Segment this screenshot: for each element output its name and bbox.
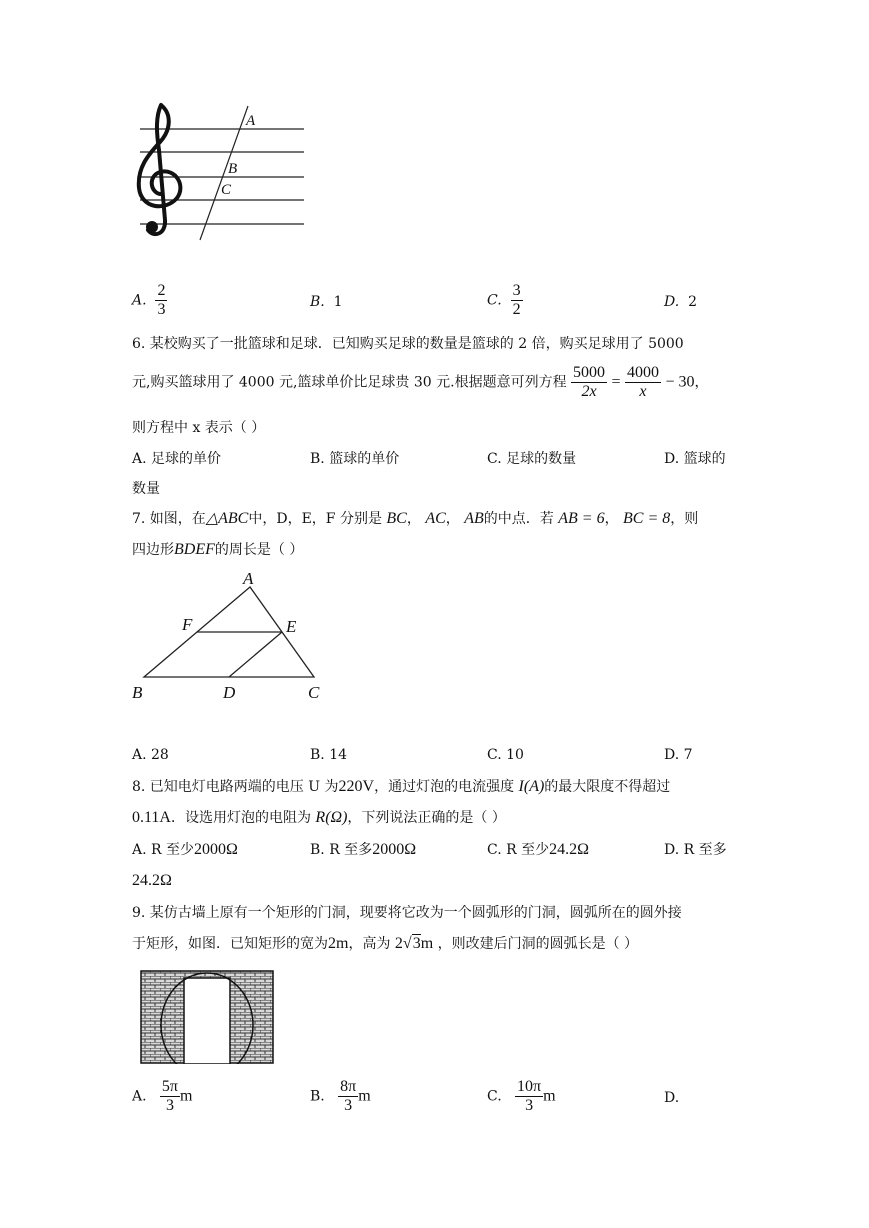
- tri-label-a: A: [243, 569, 254, 588]
- q7-option-d[interactable]: D. 7: [664, 747, 693, 763]
- q5-option-b[interactable]: B. 1: [310, 294, 343, 310]
- q7-line2: 四边形BDEF的周长是（ ）: [132, 541, 304, 558]
- tri-label-c: C: [308, 683, 320, 702]
- q8-option-b[interactable]: B. R 至多2000Ω: [310, 841, 417, 858]
- tri-label-d: D: [223, 683, 236, 702]
- q6-eq-frac1: $\frac{5000}{2x}$: [573, 364, 606, 400]
- q8-option-d[interactable]: D. R 至多: [664, 842, 727, 858]
- q8-option-d-wrap: 24.2Ω: [132, 872, 172, 889]
- staff-figure: [130, 100, 310, 245]
- q7-option-c[interactable]: C. 10: [487, 747, 524, 763]
- q9-line2: 于矩形，如图．已知矩形的宽为2m，高为 2√3m ，则改建后门洞的圆弧长是（ ）: [132, 935, 639, 952]
- q9-option-c[interactable]: C. $\frac{10\pi}{3}$ m: [487, 1078, 556, 1114]
- treble-clef-icon: [139, 105, 181, 234]
- q5-option-d[interactable]: D. 2: [664, 294, 698, 310]
- staff-label-c: C: [221, 182, 232, 198]
- q8-line2: 0.11A．设选用灯泡的电阻为 R(Ω)，下列说法正确的是（ ）: [132, 809, 506, 826]
- q8-option-a[interactable]: A. R 至少2000Ω: [132, 841, 238, 858]
- q7-option-b[interactable]: B. 14: [310, 747, 348, 763]
- staff-label-b: B: [228, 161, 238, 177]
- q9-option-d[interactable]: D.: [664, 1090, 680, 1106]
- q6-option-d[interactable]: D. 篮球的: [664, 451, 726, 467]
- tri-label-e: E: [286, 617, 297, 636]
- q9-option-a[interactable]: A. $\frac{5\pi}{3}$ m: [132, 1078, 193, 1114]
- q6-option-a[interactable]: A. 足球的单价: [132, 451, 222, 467]
- q6-eq-frac2: $\frac{4000}{x}$: [626, 364, 659, 400]
- triangle-figure: [128, 566, 338, 706]
- door-figure: [140, 970, 274, 1064]
- staff-label-a: A: [246, 113, 256, 129]
- q6-option-b[interactable]: B. 篮球的单价: [310, 451, 400, 467]
- q5-option-c[interactable]: C. $\frac{3}{2}$: [487, 282, 521, 318]
- tri-label-b: B: [132, 683, 143, 702]
- q6-line3: 则方程中 x 表示（ ）: [132, 420, 266, 436]
- tri-label-f: F: [182, 615, 193, 634]
- q7-line1: 7. 如图，在△ABC中，D，E，F 分别是 BC， AC， AB的中点．若 AB = 6， BC = 8，则: [132, 510, 699, 527]
- q6-option-c[interactable]: C. 足球的数量: [487, 451, 577, 467]
- q5-option-a[interactable]: A. $\frac{2}{3}$: [132, 282, 166, 318]
- q9-line1: 9. 某仿古墙上原有一个矩形的门洞，现要将它改为一个圆弧形的门洞，圆弧所在的圆外接: [132, 905, 682, 921]
- q8-line1: 8. 已知电灯电路两端的电压 U 为220V，通过灯泡的电流强度 I(A)的最大限度不得超过: [132, 778, 671, 795]
- q6-line2: 元,购买篮球用了 4000 元,篮球单价比足球贵 30 元.根据题意可列方程 $\frac{5000}{2x}$ = $\frac{4000}{x}$ − 30，: [132, 364, 709, 400]
- q8-option-c[interactable]: C. R 至少24.2Ω: [487, 841, 589, 858]
- q6-line1: 6. 某校购买了一批篮球和足球．已知购买足球的数量是篮球的 2 倍，购买足球用了 5000: [132, 336, 684, 352]
- q7-option-a[interactable]: A. 28: [132, 747, 169, 763]
- q6-option-d-wrap: 数量: [132, 481, 160, 497]
- q9-option-b[interactable]: B. $\frac{8\pi}{3}$ m: [310, 1078, 371, 1114]
